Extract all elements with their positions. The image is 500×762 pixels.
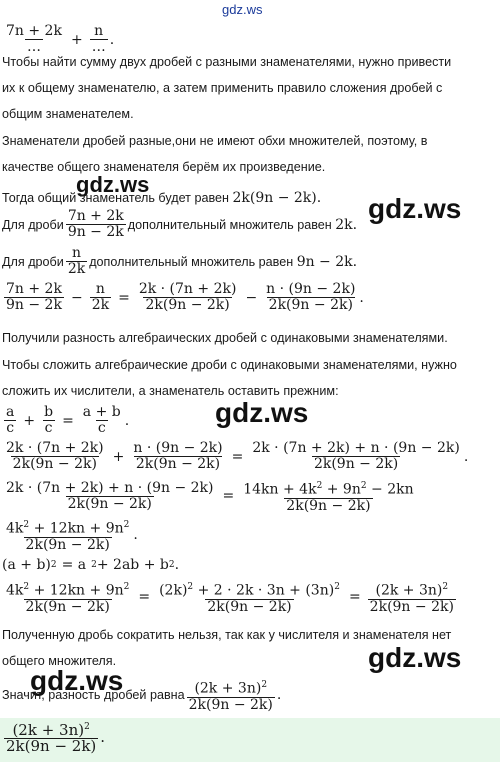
fraction: $\frac{(2k)^2 + 2 \cdot 2k \cdot 3n + (3n)^2}{2k(9n - 2k)}$ [159, 582, 340, 615]
fraction: $\frac{7n + 2k}{\dots}$ [6, 23, 62, 55]
paragraph-line: Получили разность алгебраических дробей с одинаковыми знаменателями. [2, 331, 448, 345]
equation-sum: $\frac{2k \cdot (7n + 2k)}{2k(9n - 2k)}$ + $\frac{n \cdot (9n - 2k)}{2k(9n - 2k)}$ = $\frac{2k \cdot (7n + 2k) + n \cdot (9n - 2k)}{2k(9n - 2k)}$ . [6, 440, 469, 472]
factor-line-2: Для дроби $\frac{n}{2k}$ дополнительный множитель равен 9n − 2k. [2, 245, 358, 277]
fraction: $\frac{(2k + 3n)^2}{2k(9n - 2k)}$ [188, 680, 273, 713]
fraction: $\frac{n}{2k}$ [91, 281, 110, 313]
paragraph-line: Чтобы сложить алгебраические дроби с одинаковыми знаменателями, нужно [2, 358, 457, 372]
fraction: $\frac{a + b}{c}$ [82, 404, 121, 436]
conclusion-line: Значит, разность дробей равна $\frac{(2k + 3n)^2}{2k(9n - 2k)}$ . [2, 680, 282, 713]
equation-expand: $\frac{2k \cdot (7n + 2k) + n \cdot (9n - 2k)}{2k(9n - 2k)}$ = $\frac{14kn + 4k^2 + 9n^2 - 2kn}{2k(9n - 2k)}$ [6, 479, 414, 514]
equation-difference: $\frac{7n + 2k}{9n - 2k}$ − $\frac{n}{2k}$ = $\frac{2k \cdot (7n + 2k)}{2k(9n - 2k)}$ − $\frac{n \cdot (9n - 2k)}{2k(9n - 2k)}$ . [6, 281, 364, 313]
paragraph-line: Чтобы найти сумму двух дробей с разными знаменателями, нужно привести [2, 55, 452, 69]
answer: $\frac{(2k + 3n)^2}{2k(9n - 2k)}$ . [6, 721, 106, 755]
fraction: $\frac{(2k + 3n)^2}{2k(9n - 2k)}$ [6, 721, 97, 755]
fraction: $\frac{4k^2 + 12kn + 9n^2}{2k(9n - 2k)}$ [6, 582, 130, 615]
fraction: $\frac{n \cdot (9n - 2k)}{2k(9n - 2k)}$ [133, 440, 223, 472]
fraction: $\frac{2k \cdot (7n + 2k)}{2k(9n - 2k)}$ [6, 440, 104, 472]
equation-simplified: $\frac{4k^2 + 12kn + 9n^2}{2k(9n - 2k)}$ . [6, 520, 138, 553]
watermark: gdz.ws [368, 193, 462, 224]
paragraph-line: Знаменатели дробей разные,они не имеют обхи множителей, поэтому, в [2, 134, 428, 148]
fraction: $\frac{2k \cdot (7n + 2k) + n \cdot (9n - 2k)}{2k(9n - 2k)}$ [6, 479, 214, 512]
fraction: $\frac{n}{\dots}$ [91, 23, 106, 55]
equation-square: $\frac{4k^2 + 12kn + 9n^2}{2k(9n - 2k)}$ = $\frac{(2k)^2 + 2 \cdot 2k \cdot 3n + (3n)^2}{2k(9n - 2k)}$ = $\frac{(2k + 3n)^2}{2k(9n - 2k)}$ [6, 582, 454, 615]
watermark-top: gdz.ws [222, 2, 263, 17]
common-denominator-line: Тогда общий знаменатель будет равен 2k(9n − 2k). [2, 190, 322, 206]
paragraph-line: общего множителя. [2, 654, 117, 668]
paragraph-line: сложить их числители, а знаменатель оставить прежним: [2, 384, 339, 398]
fraction: $\frac{7n + 2k}{9n - 2k}$ [6, 281, 62, 313]
paragraph-line: общим знаменателем. [2, 107, 134, 121]
fraction: $\frac{n \cdot (9n - 2k)}{2k(9n - 2k)}$ [266, 281, 356, 313]
fraction: $\frac{2k \cdot (7n + 2k)}{2k(9n - 2k)}$ [138, 281, 237, 313]
equation-square-formula: (a + b) 2 = a 2 + 2ab + b 2 . [2, 557, 180, 573]
fraction: $\frac{a}{c}$ [6, 404, 15, 436]
watermark: gdz.ws [30, 665, 124, 696]
factor-line-1: Для дроби $\frac{7n + 2k}{9n - 2k}$ дополнительный множитель равен 2k. [2, 208, 358, 240]
watermark: gdz.ws [215, 397, 309, 428]
paragraph-line: Полученную дробь сократить нельзя, так как у числителя и знаменателя нет [2, 628, 452, 642]
fraction: $\frac{(2k + 3n)^2}{2k(9n - 2k)}$ [369, 582, 454, 615]
paragraph-line: качестве общего знаменателя берём их произведение. [2, 160, 326, 174]
fraction: $\frac{7n + 2k}{9n - 2k}$ [67, 208, 124, 240]
watermark: gdz.ws [368, 642, 462, 673]
fraction: $\frac{n}{2k}$ [67, 245, 86, 277]
fraction: $\frac{4k^2 + 12kn + 9n^2}{2k(9n - 2k)}$ [6, 520, 130, 553]
watermark: gdz.ws [76, 172, 150, 197]
paragraph-line: их к общему знаменателю, а затем применить правило сложения дробей с [2, 81, 443, 95]
task-expression: $\frac{7n + 2k}{\dots}$ + $\frac{n}{\dots}$ . [6, 23, 115, 55]
fraction: $\frac{2k \cdot (7n + 2k) + n \cdot (9n - 2k)}{2k(9n - 2k)}$ [252, 440, 460, 472]
fraction: $\frac{b}{c}$ [44, 404, 54, 436]
fraction: $\frac{14kn + 4k^2 + 9n^2 - 2kn}{2k(9n - 2k)}$ [243, 481, 414, 514]
equation-rule: $\frac{a}{c}$ + $\frac{b}{c}$ = $\frac{a + b}{c}$ . [6, 404, 130, 436]
